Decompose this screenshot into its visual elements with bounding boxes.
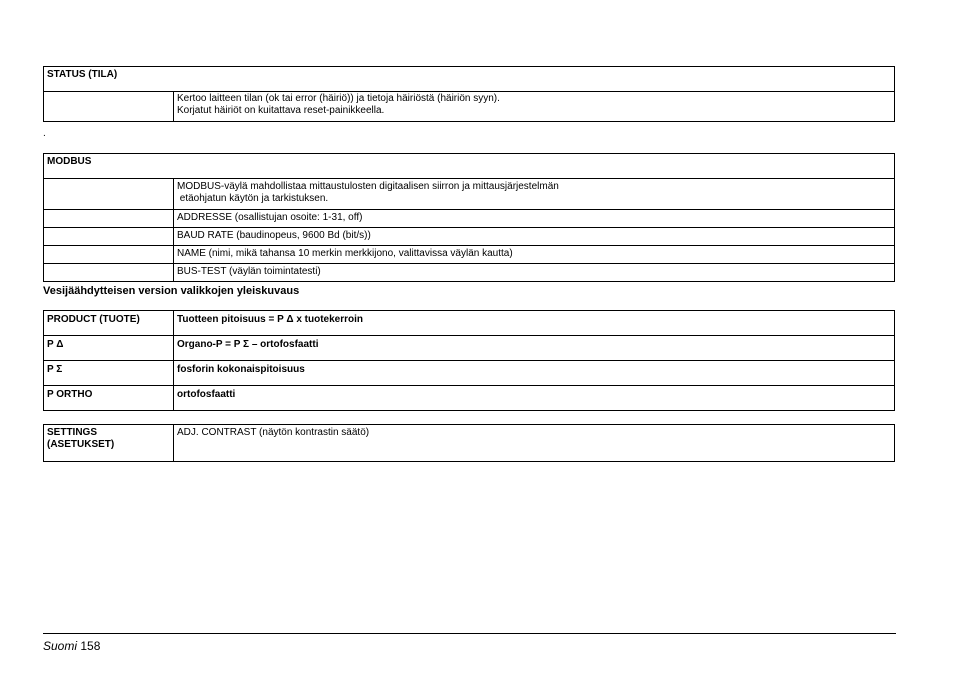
modbus-table <box>43 153 895 282</box>
modbus-row-label <box>44 264 174 282</box>
modbus-row-text: NAME (nimi, mikä tahansa 10 merkin merkkijono, valittavissa väylän kautta) <box>174 246 895 264</box>
table-row <box>44 228 895 246</box>
water-row-label: P Σ <box>44 361 174 386</box>
status-row-label <box>44 92 174 122</box>
text-line: Korjatut häiriöt on kuitattava reset-painikkeella. <box>177 105 385 116</box>
table-row <box>44 336 895 361</box>
table-row <box>44 210 895 228</box>
modbus-row-text: BAUD RATE (baudinopeus, 9600 Bd (bit/s)) <box>174 228 895 246</box>
table-row <box>44 92 895 122</box>
modbus-table-header: MODBUS <box>44 154 895 179</box>
water-row-label: PRODUCT (TUOTE) <box>44 311 174 336</box>
modbus-row-text: BUS-TEST (väylän toimintatesti) <box>174 264 895 282</box>
modbus-row-label <box>44 246 174 264</box>
status-row-description <box>174 92 895 122</box>
table-row <box>44 311 895 336</box>
water-row-text: ortofosfaatti <box>174 386 895 411</box>
modbus-row-label <box>44 179 174 210</box>
table-row <box>44 264 895 282</box>
footer-language: Suomi <box>43 639 78 653</box>
page-footer <box>43 639 100 653</box>
water-menu-table <box>43 310 895 411</box>
text-line: etäohjatun käytön ja tarkistuksen. <box>177 193 329 204</box>
status-table <box>43 66 895 122</box>
status-table-header: STATUS (TILA) <box>44 67 895 92</box>
modbus-row-label <box>44 210 174 228</box>
table-row <box>44 361 895 386</box>
water-row-label: P Δ <box>44 336 174 361</box>
table-row <box>44 179 895 210</box>
modbus-row-text: ADDRESSE (osallistujan osoite: 1-31, off) <box>174 210 895 228</box>
text-line: SETTINGS <box>47 427 98 438</box>
footer-divider <box>43 633 896 634</box>
table-row <box>44 386 895 411</box>
water-row-text: Organo-P = P Σ – ortofosfaatti <box>174 336 895 361</box>
settings-row-text: ADJ. CONTRAST (näytön kontrastin säätö) <box>174 425 895 462</box>
water-row-text: Tuotteen pitoisuus = P Δ x tuotekerroin <box>174 311 895 336</box>
text-line: (ASETUKSET) <box>47 439 115 450</box>
water-row-text: fosforin kokonaispitoisuus <box>174 361 895 386</box>
text-line: MODBUS-väylä mahdollistaa mittaustulosten digitaalisen siirron ja mittausjärjestelmän <box>177 181 559 192</box>
modbus-row-label <box>44 228 174 246</box>
modbus-row-description <box>174 179 895 210</box>
water-row-label: P ORTHO <box>44 386 174 411</box>
settings-row-label <box>44 425 174 462</box>
text-line: Kertoo laitteen tilan (ok tai error (häiriö)) ja tietoja häiriöstä (häiriön syyn). <box>177 93 500 104</box>
separator-dot: . <box>43 128 46 139</box>
footer-page-number: 158 <box>80 639 101 653</box>
section-heading: Vesijäähdytteisen version valikkojen yleiskuvaus <box>43 285 300 297</box>
table-row <box>44 246 895 264</box>
settings-table <box>43 424 895 462</box>
table-row <box>44 425 895 462</box>
